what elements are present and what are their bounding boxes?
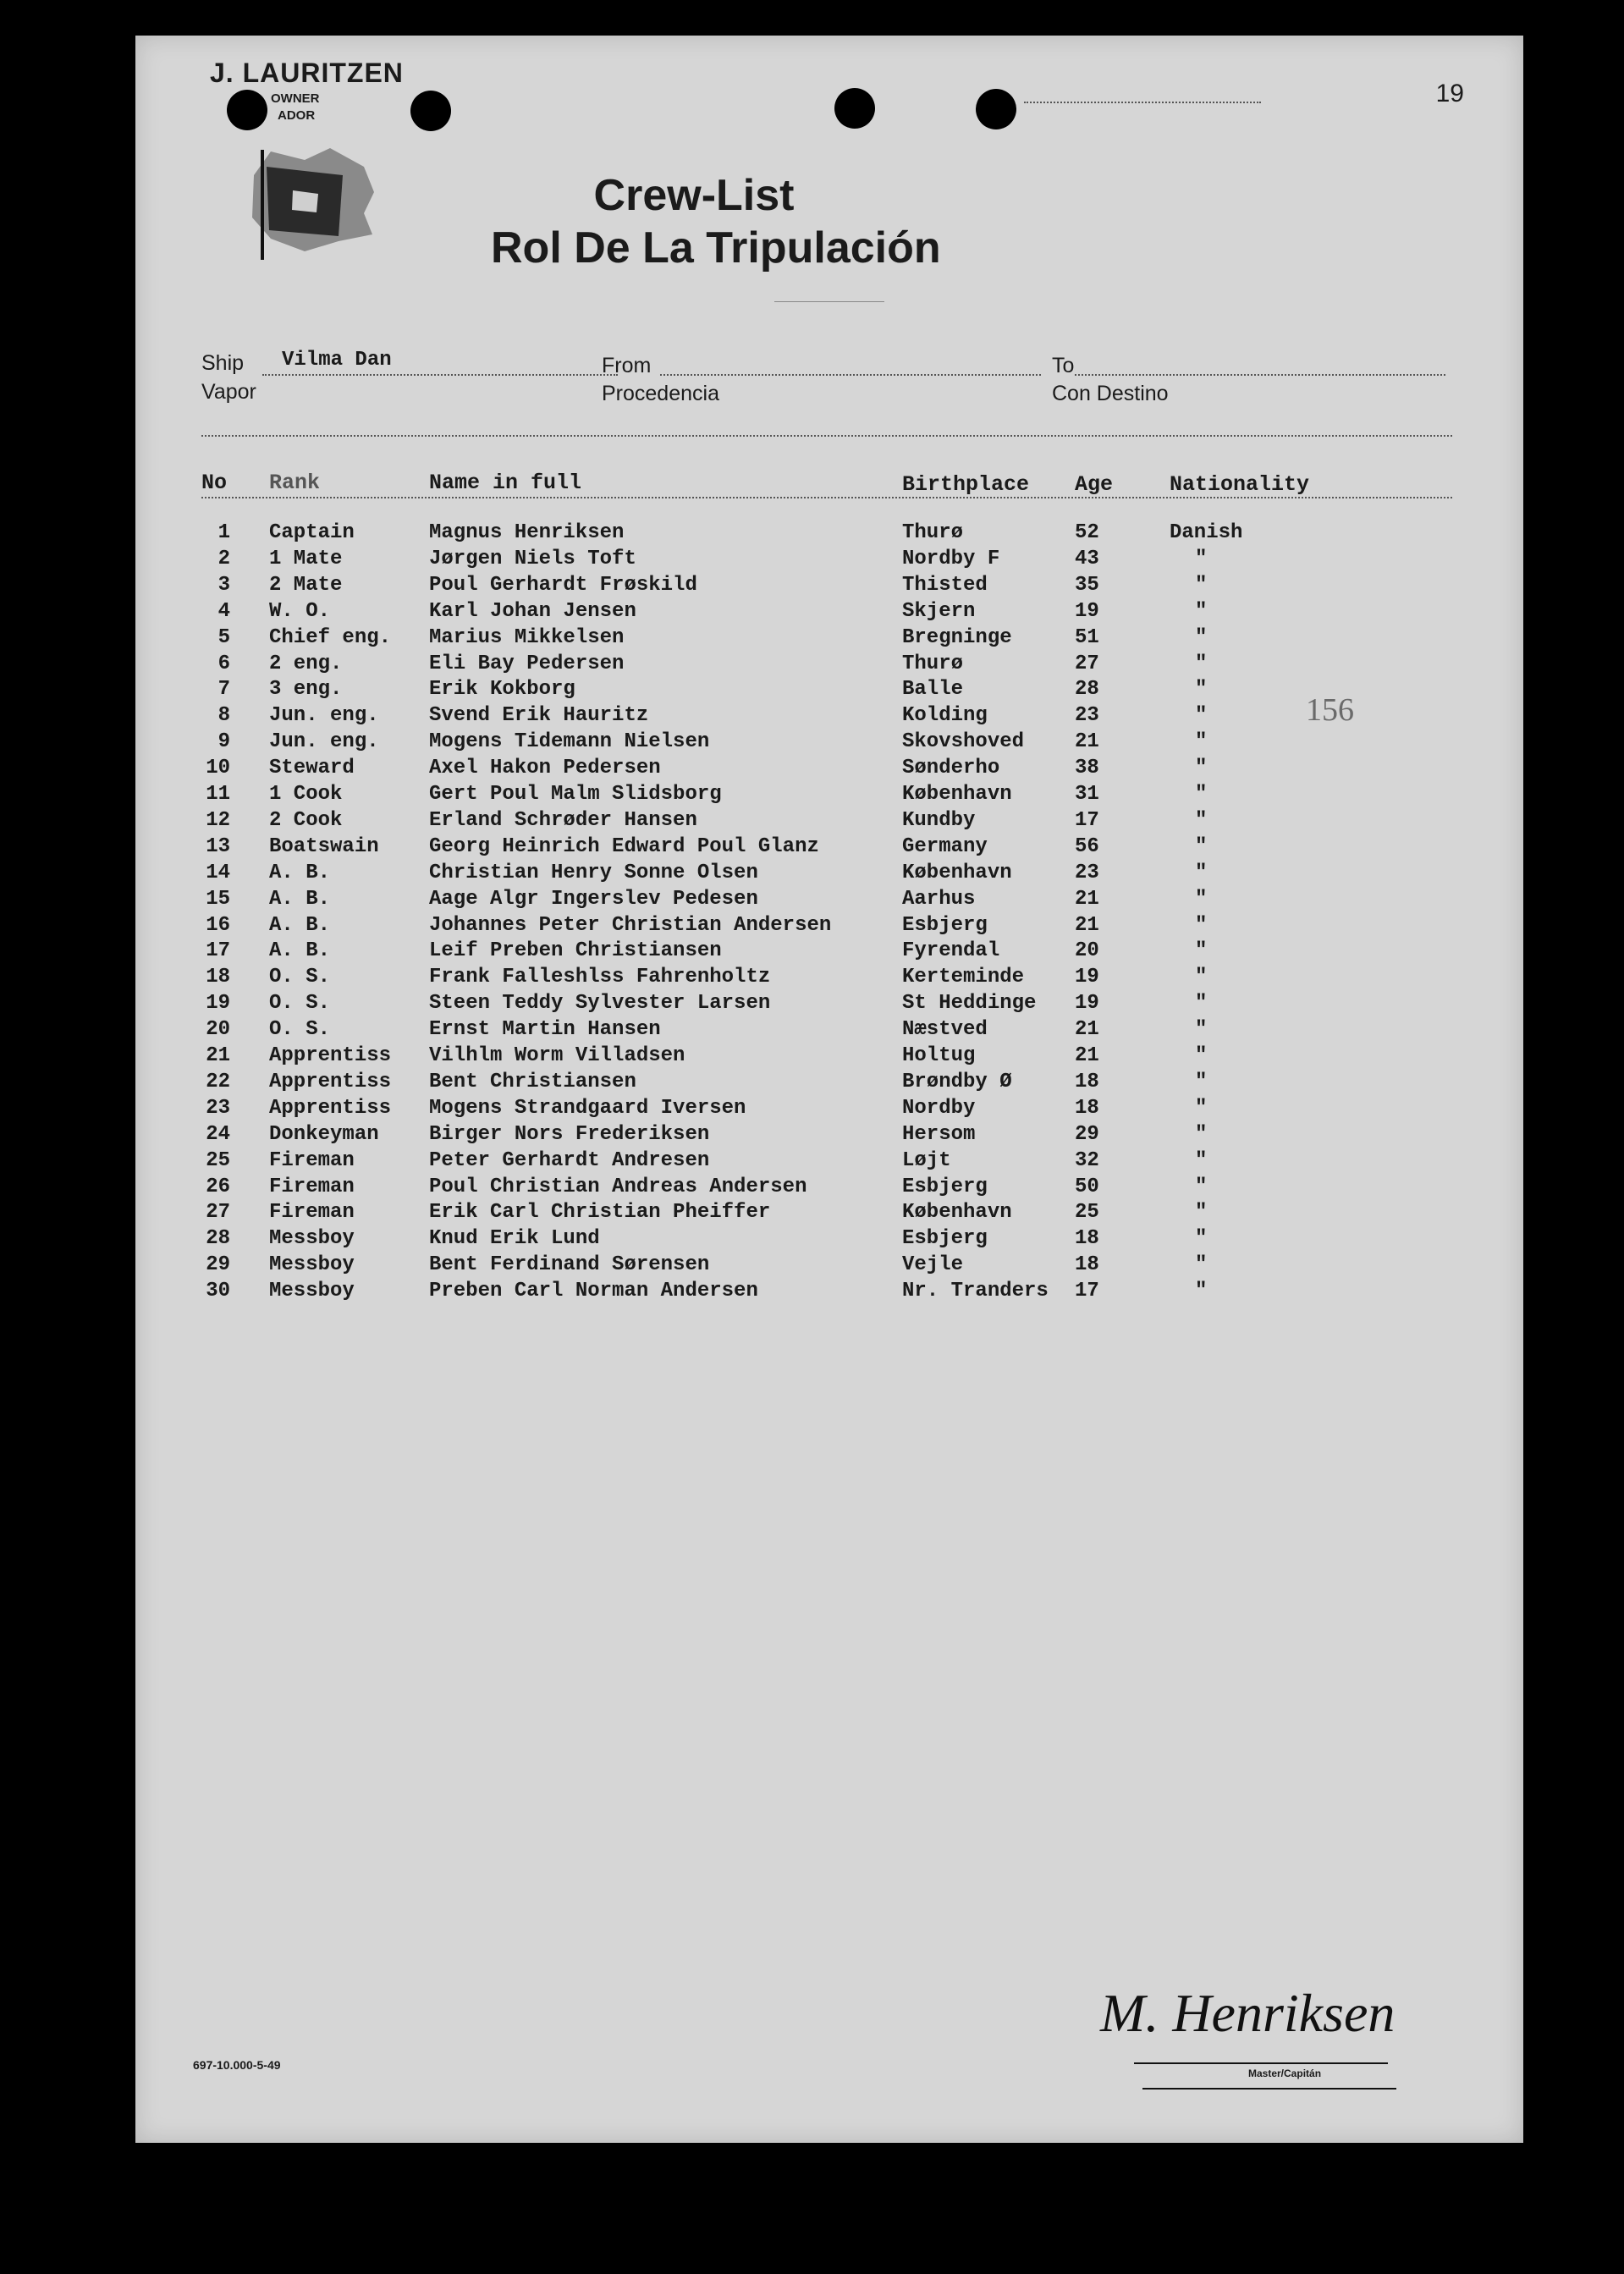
- page-number: 19: [1435, 80, 1464, 107]
- table-row: [135, 888, 1523, 914]
- cell-rank: Steward: [269, 757, 355, 780]
- cell-age: 28: [1075, 678, 1099, 702]
- table-row: [135, 1149, 1523, 1176]
- cell-age: 35: [1075, 573, 1099, 597]
- cell-name: Johannes Peter Christian Andersen: [429, 913, 832, 937]
- cell-age: 56: [1075, 834, 1099, 858]
- cell-rank: 1 Mate: [269, 547, 343, 570]
- table-row: [135, 1123, 1523, 1149]
- cell-no: 17: [206, 939, 230, 963]
- to-line: [1075, 374, 1445, 376]
- cell-rank: 2 Cook: [269, 808, 343, 832]
- cell-rank: Messboy: [269, 1227, 355, 1251]
- cell-nationality: ": [1195, 834, 1208, 858]
- table-row: [135, 574, 1523, 600]
- cell-age: 19: [1075, 992, 1099, 1016]
- cell-birthplace: Esbjerg: [902, 1227, 988, 1251]
- table-row: [135, 809, 1523, 835]
- cell-age: 38: [1075, 757, 1099, 780]
- cell-age: 21: [1075, 887, 1099, 911]
- cell-no: 14: [206, 861, 230, 884]
- cell-age: 31: [1075, 783, 1099, 806]
- cell-birthplace: Esbjerg: [902, 1175, 988, 1198]
- cell-no: 9: [217, 730, 230, 754]
- cell-rank: A. B.: [269, 887, 331, 911]
- cell-rank: Apprentiss: [269, 1096, 392, 1120]
- cell-age: 18: [1075, 1227, 1099, 1251]
- table-row: [135, 1071, 1523, 1097]
- cell-birthplace: København: [902, 783, 1012, 806]
- table-row: [135, 966, 1523, 992]
- cell-birthplace: Nordby: [902, 1096, 976, 1120]
- cell-age: 32: [1075, 1148, 1099, 1172]
- cell-birthplace: Løjt: [902, 1148, 951, 1172]
- cell-age: 21: [1075, 730, 1099, 754]
- cell-name: Knud Erik Lund: [429, 1227, 600, 1251]
- table-row: [135, 914, 1523, 940]
- cell-rank: Messboy: [269, 1253, 355, 1277]
- cell-rank: Jun. eng.: [269, 704, 379, 728]
- ship-label: Ship: [201, 351, 245, 375]
- table-row: [135, 835, 1523, 862]
- cell-no: 8: [217, 704, 230, 728]
- cell-nationality: ": [1195, 1044, 1208, 1067]
- cell-nationality: ": [1195, 599, 1208, 623]
- cell-name: Poul Christian Andreas Andersen: [429, 1175, 807, 1198]
- cell-nationality: ": [1195, 939, 1208, 963]
- cell-rank: O. S.: [269, 966, 331, 989]
- cell-age: 29: [1075, 1122, 1099, 1146]
- cell-rank: Captain: [269, 521, 355, 544]
- cell-birthplace: Thisted: [902, 573, 988, 597]
- cell-name: Steen Teddy Sylvester Larsen: [429, 992, 771, 1016]
- cell-name: Karl Johan Jensen: [429, 599, 636, 623]
- col-header-age: Age: [1075, 472, 1114, 497]
- cell-birthplace: Skjern: [902, 599, 976, 623]
- cell-no: 12: [206, 808, 230, 832]
- cell-rank: Messboy: [269, 1280, 355, 1303]
- cell-name: Jørgen Niels Toft: [429, 547, 636, 570]
- cell-age: 19: [1075, 966, 1099, 989]
- cell-birthplace: Nordby F: [902, 547, 1000, 570]
- cell-nationality: Danish: [1170, 521, 1243, 544]
- table-row: [135, 652, 1523, 679]
- cell-name: Aage Algr Ingerslev Pedesen: [429, 887, 758, 911]
- cell-rank: A. B.: [269, 913, 331, 937]
- title-english: Crew-List: [593, 171, 795, 220]
- cell-birthplace: Thurø: [902, 521, 964, 544]
- cell-age: 21: [1075, 1018, 1099, 1042]
- cell-name: Axel Hakon Pedersen: [429, 757, 661, 780]
- cell-age: 27: [1075, 652, 1099, 675]
- cell-birthplace: København: [902, 1201, 1012, 1225]
- cell-age: 17: [1075, 1280, 1099, 1303]
- cell-nationality: ": [1195, 1096, 1208, 1120]
- cell-name: Peter Gerhardt Andresen: [429, 1148, 710, 1172]
- cell-nationality: ": [1195, 678, 1208, 702]
- crew-list-document: [135, 36, 1523, 2143]
- cell-name: Mogens Tidemann Nielsen: [429, 730, 710, 754]
- cell-nationality: ": [1195, 1148, 1208, 1172]
- cell-name: Bent Christiansen: [429, 1070, 636, 1093]
- cell-name: Bent Ferdinand Sørensen: [429, 1253, 710, 1277]
- cell-no: 19: [206, 992, 230, 1016]
- cell-nationality: ": [1195, 1018, 1208, 1042]
- col-header-nationality: Nationality: [1170, 472, 1310, 497]
- cell-nationality: ": [1195, 1280, 1208, 1303]
- cell-no: 20: [206, 1018, 230, 1042]
- cell-nationality: ": [1195, 625, 1208, 649]
- cell-name: Vilhlm Worm Villadsen: [429, 1044, 685, 1067]
- cell-name: Leif Preben Christiansen: [429, 939, 722, 963]
- cell-no: 25: [206, 1148, 230, 1172]
- cell-nationality: ": [1195, 1070, 1208, 1093]
- cell-no: 3: [217, 573, 230, 597]
- cell-name: Erland Schrøder Hansen: [429, 808, 697, 832]
- cell-age: 20: [1075, 939, 1099, 963]
- cell-rank: Chief eng.: [269, 625, 392, 649]
- cell-birthplace: St Heddinge: [902, 992, 1037, 1016]
- cell-birthplace: Nr. Tranders: [902, 1280, 1049, 1303]
- cell-rank: W. O.: [269, 599, 331, 623]
- cell-nationality: ": [1195, 652, 1208, 675]
- from-label-es: Procedencia: [602, 382, 719, 405]
- cell-nationality: ": [1195, 992, 1208, 1016]
- cell-no: 1: [217, 521, 230, 544]
- cell-birthplace: Hersom: [902, 1122, 976, 1146]
- cell-birthplace: Esbjerg: [902, 913, 988, 937]
- cell-nationality: ": [1195, 1175, 1208, 1198]
- table-row: [135, 1253, 1523, 1280]
- cell-no: 6: [217, 652, 230, 675]
- cell-no: 26: [206, 1175, 230, 1198]
- cell-age: 50: [1075, 1175, 1099, 1198]
- cell-birthplace: Brøndby Ø: [902, 1070, 1012, 1093]
- table-row: [135, 548, 1523, 574]
- form-number: 697-10.000-5-49: [193, 2058, 281, 2072]
- table-row: [135, 1044, 1523, 1071]
- cell-nationality: ": [1195, 887, 1208, 911]
- cell-rank: O. S.: [269, 992, 331, 1016]
- cell-rank: Boatswain: [269, 834, 379, 858]
- cell-age: 23: [1075, 704, 1099, 728]
- cell-name: Preben Carl Norman Andersen: [429, 1280, 758, 1303]
- owner-line-2: ADOR: [278, 108, 316, 123]
- signature-line: [1134, 2062, 1388, 2064]
- captain-signature: M. Henriksen: [1100, 1983, 1396, 2043]
- cell-birthplace: Sønderho: [902, 757, 1000, 780]
- cell-birthplace: København: [902, 861, 1012, 884]
- cell-rank: Fireman: [269, 1175, 355, 1198]
- cell-rank: 2 Mate: [269, 573, 343, 597]
- cell-nationality: ": [1195, 808, 1208, 832]
- cell-age: 18: [1075, 1253, 1099, 1277]
- cell-no: 22: [206, 1070, 230, 1093]
- cell-no: 27: [206, 1201, 230, 1225]
- cell-nationality: ": [1195, 547, 1208, 570]
- cell-name: Mogens Strandgaard Iversen: [429, 1096, 746, 1120]
- cell-no: 29: [206, 1253, 230, 1277]
- cell-no: 21: [206, 1044, 230, 1067]
- cell-birthplace: Thurø: [902, 652, 964, 675]
- punch-hole-1: [227, 90, 267, 130]
- cell-no: 16: [206, 913, 230, 937]
- cell-age: 43: [1075, 547, 1099, 570]
- cell-nationality: ": [1195, 1227, 1208, 1251]
- cell-no: 23: [206, 1096, 230, 1120]
- title-underline: [774, 301, 884, 302]
- ship-label-es: Vapor: [201, 380, 256, 404]
- cell-rank: A. B.: [269, 861, 331, 884]
- cell-no: 7: [217, 678, 230, 702]
- cell-name: Poul Gerhardt Frøskild: [429, 573, 697, 597]
- cell-nationality: ": [1195, 757, 1208, 780]
- cell-age: 52: [1075, 521, 1099, 544]
- cell-name: Magnus Henriksen: [429, 521, 625, 544]
- cell-nationality: ": [1195, 730, 1208, 754]
- table-row: [135, 783, 1523, 809]
- cell-no: 2: [217, 547, 230, 570]
- cell-rank: Apprentiss: [269, 1070, 392, 1093]
- cell-no: 13: [206, 834, 230, 858]
- cell-no: 5: [217, 625, 230, 649]
- from-line: [660, 374, 1041, 376]
- cell-birthplace: Næstved: [902, 1018, 988, 1042]
- ship-value: Vilma Dan: [282, 349, 392, 372]
- cell-name: Ernst Martin Hansen: [429, 1018, 661, 1042]
- page-rule: [1024, 102, 1261, 103]
- punch-hole-3: [834, 88, 875, 129]
- cell-rank: Donkeyman: [269, 1122, 379, 1146]
- cell-nationality: ": [1195, 913, 1208, 937]
- cell-no: 28: [206, 1227, 230, 1251]
- cell-rank: Jun. eng.: [269, 730, 379, 754]
- from-label: From: [602, 354, 652, 377]
- cell-birthplace: Vejle: [902, 1253, 964, 1277]
- table-row: [135, 757, 1523, 783]
- cell-name: Gert Poul Malm Slidsborg: [429, 783, 722, 806]
- punch-hole-4: [976, 89, 1016, 129]
- fields-divider: [201, 435, 1452, 437]
- cell-nationality: ": [1195, 861, 1208, 884]
- title-spanish: Rol De La Tripulación: [491, 223, 941, 273]
- table-row: [135, 626, 1523, 652]
- cell-age: 18: [1075, 1096, 1099, 1120]
- cell-nationality: ": [1195, 1201, 1208, 1225]
- company-flag-logo: [237, 141, 381, 260]
- table-row: [135, 862, 1523, 888]
- cell-rank: Apprentiss: [269, 1044, 392, 1067]
- cell-birthplace: Kundby: [902, 808, 976, 832]
- cell-birthplace: Germany: [902, 834, 988, 858]
- cell-rank: 3 eng.: [269, 678, 343, 702]
- cell-age: 23: [1075, 861, 1099, 884]
- table-row: [135, 1280, 1523, 1306]
- col-header-name: Name in full: [429, 471, 582, 495]
- cell-no: 18: [206, 966, 230, 989]
- table-row: [135, 521, 1523, 548]
- cell-name: Erik Kokborg: [429, 678, 575, 702]
- col-header-birthplace: Birthplace: [902, 472, 1030, 497]
- cell-name: Frank Falleshlss Fahrenholtz: [429, 966, 771, 989]
- table-row: [135, 1176, 1523, 1202]
- cell-rank: 1 Cook: [269, 783, 343, 806]
- cell-birthplace: Fyrendal: [902, 939, 1000, 963]
- cell-age: 17: [1075, 808, 1099, 832]
- cell-age: 21: [1075, 913, 1099, 937]
- cell-birthplace: Kolding: [902, 704, 988, 728]
- document-title: [491, 169, 941, 274]
- cell-nationality: ": [1195, 966, 1208, 989]
- cell-age: 19: [1075, 599, 1099, 623]
- cell-no: 30: [206, 1280, 230, 1303]
- cell-no: 4: [217, 599, 230, 623]
- cell-rank: O. S.: [269, 1018, 331, 1042]
- punch-hole-2: [410, 91, 451, 131]
- table-row: [135, 730, 1523, 757]
- cell-name: Svend Erik Hauritz: [429, 704, 649, 728]
- cell-birthplace: Kerteminde: [902, 966, 1025, 989]
- cell-rank: Fireman: [269, 1148, 355, 1172]
- cell-age: 21: [1075, 1044, 1099, 1067]
- table-row: [135, 1201, 1523, 1227]
- cell-no: 11: [206, 783, 230, 806]
- col-header-rank: Rank: [269, 471, 321, 495]
- stamp-number: 156: [1306, 692, 1354, 728]
- table-row: [135, 600, 1523, 626]
- owner-line: OWNER: [271, 91, 320, 106]
- cell-nationality: ": [1195, 573, 1208, 597]
- cell-nationality: ": [1195, 704, 1208, 728]
- cell-rank: A. B.: [269, 939, 331, 963]
- table-row: [135, 1227, 1523, 1253]
- cell-name: Marius Mikkelsen: [429, 625, 625, 649]
- cell-birthplace: Balle: [902, 678, 964, 702]
- cell-rank: 2 eng.: [269, 652, 343, 675]
- cell-name: Georg Heinrich Edward Poul Glanz: [429, 834, 819, 858]
- table-row: [135, 992, 1523, 1018]
- cell-birthplace: Bregninge: [902, 625, 1012, 649]
- cell-birthplace: Skovshoved: [902, 730, 1025, 754]
- cell-name: Birger Nors Frederiksen: [429, 1122, 710, 1146]
- ship-line: [262, 374, 618, 376]
- cell-age: 25: [1075, 1201, 1099, 1225]
- cell-no: 10: [206, 757, 230, 780]
- cell-birthplace: Aarhus: [902, 887, 976, 911]
- col-header-no: No: [201, 471, 228, 495]
- cell-no: 15: [206, 887, 230, 911]
- cell-name: Erik Carl Christian Pheiffer: [429, 1201, 771, 1225]
- to-label: To: [1052, 354, 1075, 377]
- cell-name: Christian Henry Sonne Olsen: [429, 861, 758, 884]
- cell-birthplace: Holtug: [902, 1044, 976, 1067]
- cell-age: 51: [1075, 625, 1099, 649]
- cell-nationality: ": [1195, 1122, 1208, 1146]
- signature-label: Master/Capitán: [1248, 2068, 1322, 2079]
- cell-name: Eli Bay Pedersen: [429, 652, 625, 675]
- cell-age: 18: [1075, 1070, 1099, 1093]
- cell-rank: Fireman: [269, 1201, 355, 1225]
- cell-nationality: ": [1195, 783, 1208, 806]
- header-divider: [201, 497, 1452, 498]
- table-row: [135, 1018, 1523, 1044]
- cell-no: 24: [206, 1122, 230, 1146]
- company-name: J. LAURITZEN: [210, 58, 404, 88]
- table-row: [135, 1097, 1523, 1123]
- signature-underline: [1142, 2088, 1396, 2090]
- cell-nationality: ": [1195, 1253, 1208, 1277]
- table-row: [135, 939, 1523, 966]
- to-label-es: Con Destino: [1052, 382, 1169, 405]
